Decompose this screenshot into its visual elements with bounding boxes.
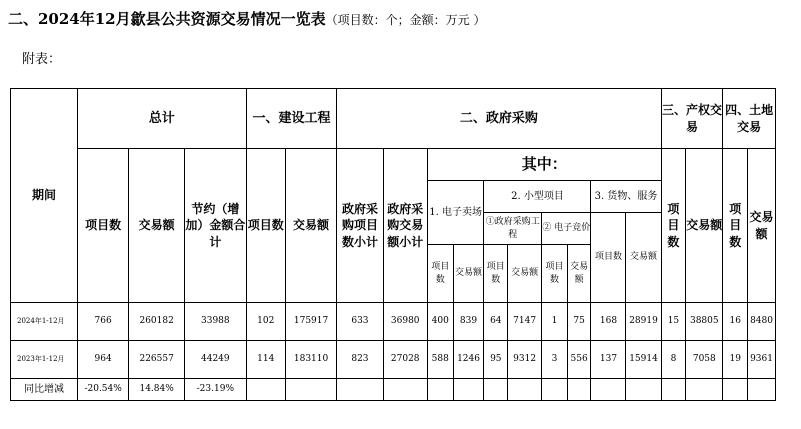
header-goods-count: 项目数 <box>591 213 626 303</box>
cell: -20.54% <box>77 379 128 401</box>
header-emall: 1. 电子卖场 <box>427 181 484 245</box>
table-row <box>11 341 776 379</box>
cell: 137 <box>591 341 626 379</box>
cell: 16 <box>723 303 748 341</box>
header-sub2-count: 项目数 <box>542 245 568 303</box>
header-procurement: 二、政府采购 <box>337 89 661 149</box>
cell: 1246 <box>453 341 484 379</box>
cell: 9361 <box>748 341 776 379</box>
header-total: 总计 <box>77 89 246 149</box>
cell: 15 <box>661 303 686 341</box>
header-construction: 一、建设工程 <box>246 89 337 149</box>
header-proc-amount: 政府采购交易额小计 <box>383 149 427 303</box>
cell: 766 <box>77 303 128 341</box>
cell: 175917 <box>285 303 336 341</box>
cell: 556 <box>567 341 591 379</box>
cell <box>567 379 591 401</box>
cell: 15914 <box>626 341 661 379</box>
header-prop-amount: 交易额 <box>686 149 723 303</box>
cell: 839 <box>453 303 484 341</box>
cell: 102 <box>246 303 285 341</box>
cell: 95 <box>484 341 508 379</box>
table-row <box>11 303 776 341</box>
header-proc-count: 政府采购项目数小计 <box>337 149 383 303</box>
cell: 260182 <box>129 303 185 341</box>
header-period: 期间 <box>11 89 78 303</box>
cell: 226557 <box>129 341 185 379</box>
cell: 19 <box>723 341 748 379</box>
cell <box>626 379 661 401</box>
cell <box>686 379 723 401</box>
header-goods-amount: 交易额 <box>626 213 661 303</box>
cell <box>484 379 508 401</box>
cell: 33988 <box>184 303 246 341</box>
header-small-sub1: ①政府采购工程 <box>484 213 542 245</box>
header-emall-amount: 交易额 <box>453 245 484 303</box>
cell: 7147 <box>508 303 542 341</box>
page-title <box>8 8 485 29</box>
cell: 400 <box>427 303 453 341</box>
cell: 588 <box>427 341 453 379</box>
row-period: 2024年1-12月 <box>11 303 78 341</box>
cell <box>661 379 686 401</box>
header-small: 2. 小型项目 <box>484 181 591 213</box>
cell: -23.19% <box>184 379 246 401</box>
header-land: 四、土地交易 <box>723 89 776 149</box>
header-sub2-amount: 交易额 <box>567 245 591 303</box>
header-property: 三、产权交易 <box>661 89 723 149</box>
header-among: 其中： <box>427 149 661 181</box>
cell: 9312 <box>508 341 542 379</box>
cell <box>383 379 427 401</box>
transaction-table <box>10 88 776 401</box>
cell <box>285 379 336 401</box>
cell: 28919 <box>626 303 661 341</box>
cell <box>508 379 542 401</box>
cell: 168 <box>591 303 626 341</box>
table-row <box>11 379 776 401</box>
header-cons-count: 项目数 <box>246 149 285 303</box>
cell: 7058 <box>686 341 723 379</box>
title-main: 二、2024年12月歙县公共资源交易情况一览表 <box>8 10 326 28</box>
cell <box>542 379 568 401</box>
header-sub1-amount: 交易额 <box>508 245 542 303</box>
cell: 964 <box>77 341 128 379</box>
cell <box>246 379 285 401</box>
cell <box>453 379 484 401</box>
cell <box>723 379 748 401</box>
cell: 8480 <box>748 303 776 341</box>
header-total-savings: 节约（增加）金额合计 <box>184 149 246 303</box>
header-land-amount: 交易额 <box>748 149 776 303</box>
cell: 633 <box>337 303 383 341</box>
header-sub1-count: 项目数 <box>484 245 508 303</box>
row-period: 同比增减 <box>11 379 78 401</box>
header-goods: 3. 货物、服务 <box>591 181 661 213</box>
cell: 44249 <box>184 341 246 379</box>
header-land-count: 项目数 <box>723 149 748 303</box>
cell: 823 <box>337 341 383 379</box>
header-cons-amount: 交易额 <box>285 149 336 303</box>
cell <box>337 379 383 401</box>
cell: 38805 <box>686 303 723 341</box>
cell: 27028 <box>383 341 427 379</box>
cell: 3 <box>542 341 568 379</box>
header-total-count: 项目数 <box>77 149 128 303</box>
cell: 36980 <box>383 303 427 341</box>
cell <box>748 379 776 401</box>
cell: 14.84% <box>129 379 185 401</box>
cell <box>591 379 626 401</box>
header-small-sub2: ② 电子竞价 <box>542 213 591 245</box>
cell: 1 <box>542 303 568 341</box>
header-total-amount: 交易额 <box>129 149 185 303</box>
cell: 183110 <box>285 341 336 379</box>
header-prop-count: 项目数 <box>661 149 686 303</box>
cell <box>427 379 453 401</box>
cell: 64 <box>484 303 508 341</box>
appendix-label: 附表： <box>22 52 62 67</box>
row-period: 2023年1-12月 <box>11 341 78 379</box>
cell: 75 <box>567 303 591 341</box>
header-emall-count: 项目数 <box>427 245 453 303</box>
cell: 8 <box>661 341 686 379</box>
cell: 114 <box>246 341 285 379</box>
title-unit: （项目数：个；金额：万元 ） <box>325 13 486 27</box>
